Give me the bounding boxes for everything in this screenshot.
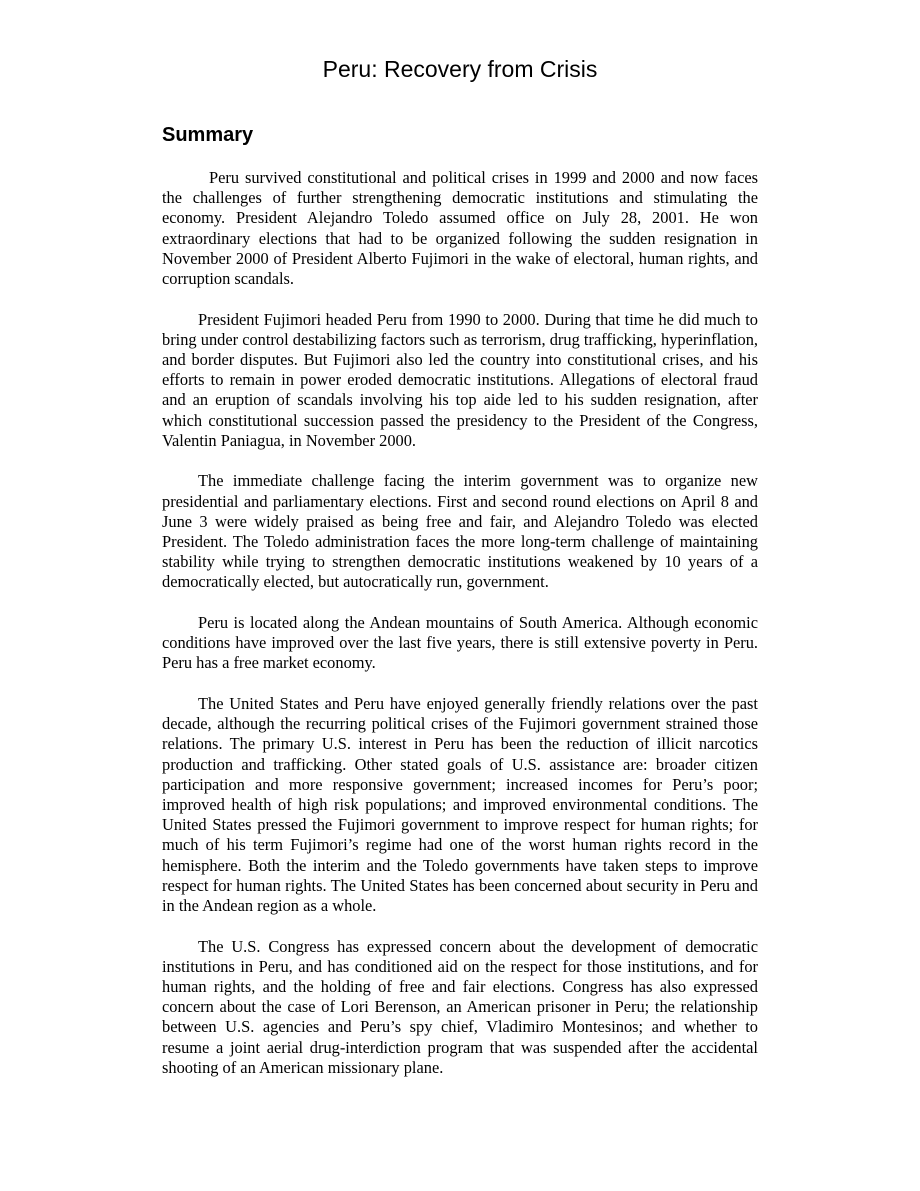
summary-paragraph-3: The immediate challenge facing the interim government was to organize new presidential and parliamentary elections. First and second round elections on April 8 and June 3 were widely praised as being free and fair, and Alejandro Toledo was elected President. The Toledo administration faces the more long-term challenge of maintaining stability while trying to strengthen democratic institutions weakened by 10 years of a democratically elected, but autocratically run, government. [162,471,758,592]
summary-paragraph-4: Peru is located along the Andean mountains of South America. Although economic conditions have improved over the last five years, there is still extensive poverty in Peru. Peru has a free market economy. [162,613,758,673]
summary-body [162,168,758,1098]
summary-paragraph-6: The U.S. Congress has expressed concern about the development of democratic institutions in Peru, and has conditioned aid on the respect for those institutions, and for human rights, and the holding of free and fair elections. Congress has also expressed concern about the case of Lori Berenson, an American prisoner in Peru; the relationship between U.S. agencies and Peru’s spy chief, Vladimiro Montesinos; and whether to resume a joint aerial drug-interdiction program that was suspended after the accidental shooting of an American missionary plane. [162,936,758,1077]
summary-paragraph-5: The United States and Peru have enjoyed generally friendly relations over the past decade, although the recurring political crises of the Fujimori government strained those relations. The primary U.S. interest in Peru has been the reduction of illicit narcotics production and trafficking. Other stated goals of U.S. assistance are: broader citizen participation and more responsive government; increased incomes for Peru’s poor; improved health of high risk populations; and improved environmental conditions. The United States pressed the Fujimori government to improve respect for human rights; for much of his term Fujimori’s regime had one of the worst human rights record in the hemisphere. Both the interim and the Toledo governments have taken steps to improve respect for human rights. The United States has been concerned about security in Peru and in the Andean region as a whole. [162,694,758,916]
summary-paragraph-1: Peru survived constitutional and political crises in 1999 and 2000 and now faces the challenges of further strengthening democratic institutions and stimulating the economy. President Alejandro Toledo assumed office on July 28, 2001. He won extraordinary elections that had to be organized following the sudden resignation in November 2000 of President Alberto Fujimori in the wake of electoral, human rights, and corruption scandals. [162,168,758,289]
document-title: Peru: Recovery from Crisis [322,56,598,82]
summary-paragraph-2: President Fujimori headed Peru from 1990 to 2000. During that time he did much to bring under control destabilizing factors such as terrorism, drug trafficking, hyperinflation, and border disputes. But Fujimori also led the country into constitutional crises, and his efforts to remain in power eroded democratic institutions. Allegations of electoral fraud and an eruption of scandals involving his top aide led to his sudden resignation, after which constitutional succession passed the presidency to the President of the Congress, Valentin Paniagua, in November 2000. [162,309,758,450]
section-heading-summary: Summary [162,124,254,146]
